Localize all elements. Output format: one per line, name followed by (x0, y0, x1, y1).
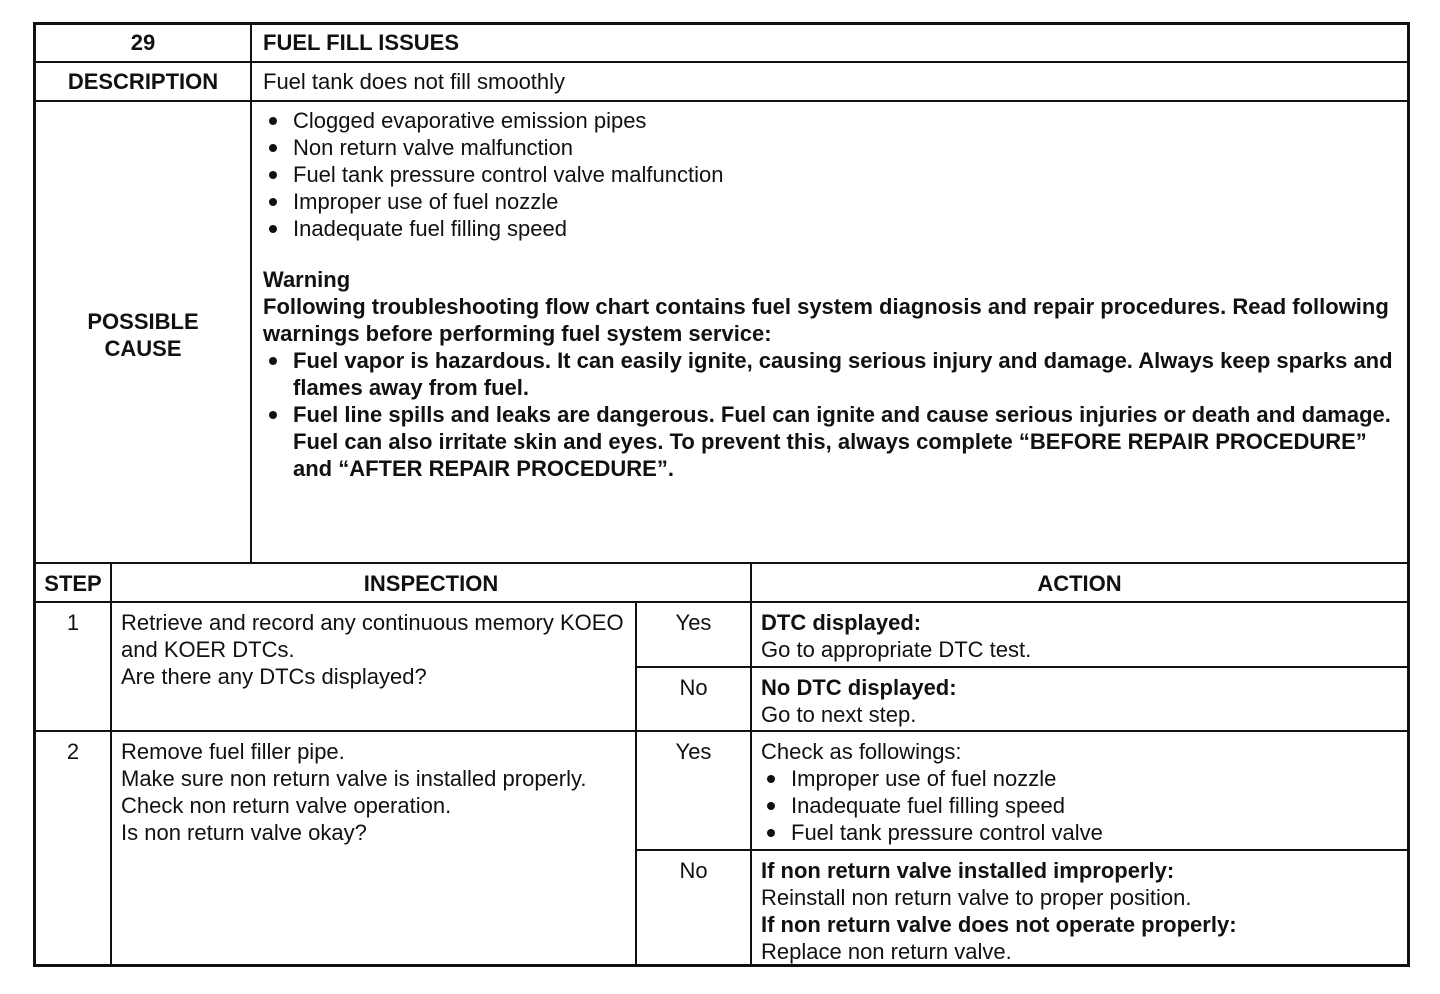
check-item: Inadequate fuel filling speed (761, 792, 1401, 819)
divider (750, 562, 752, 964)
inspection-column-header: INSPECTION (363, 571, 499, 596)
divider (110, 562, 112, 964)
fuel-fill-issues-table (33, 22, 1410, 967)
action-title: DTC displayed: (761, 610, 922, 635)
action-text: Replace non return valve. (761, 939, 1012, 964)
step-action-no (761, 857, 1401, 965)
possible-cause-content (263, 107, 1398, 482)
warning-item: Fuel line spills and leaks are dangerous. Fuel can ignite and cause serious injuries or death and damage. Fuel can also irritate skin and eyes. To prevent this, always complete “BEFORE REPAIR PROCEDURE” and “AFTER REPAIR PROCEDURE”. (263, 401, 1398, 482)
check-item: Fuel tank pressure control valve (761, 819, 1401, 846)
divider (36, 730, 1407, 732)
warning-text: Following troubleshooting flow chart contains fuel system diagnosis and repair procedures. Read following warnings before performing fuel system service: (263, 294, 1389, 346)
action-text: Reinstall non return valve to proper position. (761, 885, 1192, 910)
cause-item: Inadequate fuel filling speed (263, 215, 1398, 242)
cause-item: Improper use of fuel nozzle (263, 188, 1398, 215)
yes-label: Yes (675, 610, 712, 635)
description-text: Fuel tank does not fill smoothly (263, 69, 566, 94)
step-number: 2 (66, 739, 80, 764)
action-column-header: ACTION (1037, 571, 1122, 596)
warning-title: Warning (263, 267, 351, 292)
step-column-header: STEP (44, 571, 102, 596)
yes-label: Yes (675, 739, 712, 764)
cause-item: Fuel tank pressure control valve malfunction (263, 161, 1398, 188)
action-text: Go to appropriate DTC test. (761, 637, 1032, 662)
step-number: 1 (66, 610, 80, 635)
check-item: Improper use of fuel nozzle (761, 765, 1401, 792)
divider (36, 100, 1407, 102)
warning-list (263, 347, 1398, 482)
procedure-title: FUEL FILL ISSUES (263, 30, 459, 55)
step-inspection: Retrieve and record any continuous memory KOEO and KOER DTCs. Are there any DTCs displayed? (121, 610, 624, 689)
action-title: No DTC displayed: (761, 675, 957, 700)
cause-item: Clogged evaporative emission pipes (263, 107, 1398, 134)
divider (36, 61, 1407, 63)
action-title: If non return valve installed improperly: (761, 858, 1175, 883)
step-inspection: Remove fuel filler pipe. Make sure non return valve is installed properly. Check non return valve operation. Is non return valve okay? (121, 739, 587, 845)
divider (36, 601, 1407, 603)
cause-list (263, 107, 1398, 242)
action-title: If non return valve does not operate properly: (761, 912, 1237, 937)
possible-cause-label (36, 308, 250, 362)
action-text: Go to next step. (761, 702, 917, 727)
check-list (761, 765, 1401, 846)
possible-cause-label-line: POSSIBLE (87, 309, 199, 334)
no-label: No (679, 675, 708, 700)
cause-item: Non return valve malfunction (263, 134, 1398, 161)
warning-item: Fuel vapor is hazardous. It can easily ignite, causing serious injury and damage. Always keep sparks and flames away from fuel. (263, 347, 1398, 401)
step-action-yes (761, 609, 1401, 663)
possible-cause-label-line: CAUSE (104, 336, 182, 361)
divider (635, 601, 637, 964)
step-action-no (761, 674, 1401, 728)
step-action-yes (761, 738, 1401, 846)
divider (250, 25, 252, 562)
description-label: DESCRIPTION (67, 69, 219, 94)
divider (36, 562, 1407, 564)
action-intro: Check as followings: (761, 739, 962, 764)
procedure-number: 29 (130, 30, 156, 55)
no-label: No (679, 858, 708, 883)
